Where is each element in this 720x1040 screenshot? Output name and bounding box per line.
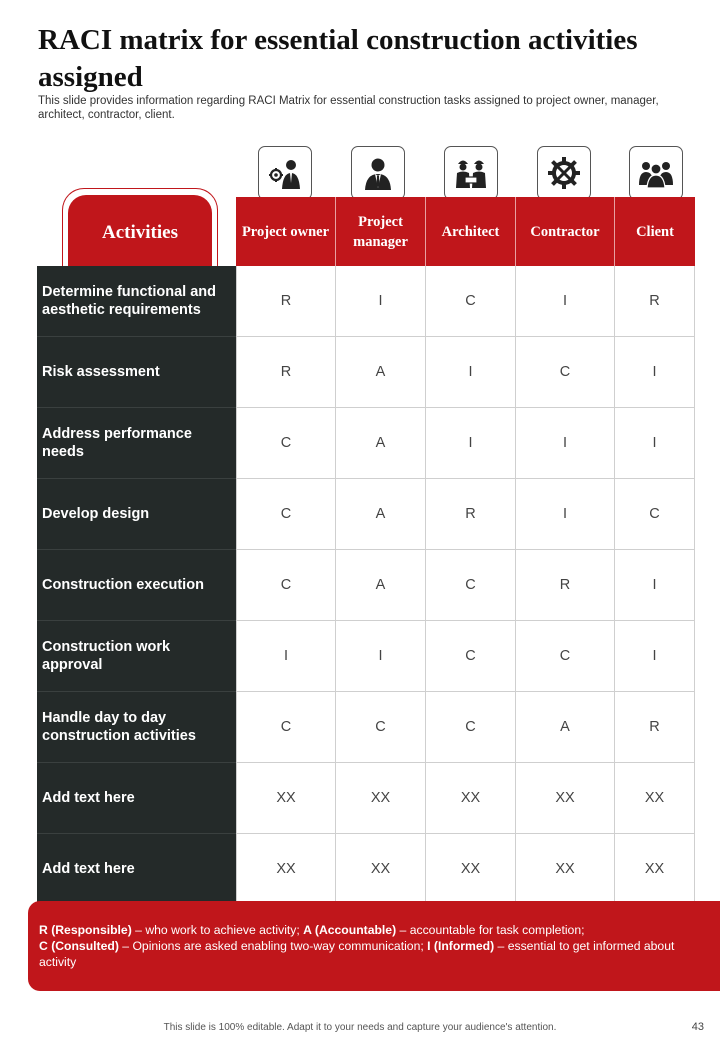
activity-label: Determine functional and aesthetic requirements — [37, 266, 236, 337]
legend-responsible-term: R (Responsible) — [39, 923, 132, 937]
footer-note: This slide is 100% editable. Adapt it to your needs and capture your audience's attention. — [163, 1022, 557, 1033]
architect-icon — [444, 146, 498, 200]
raci-cell: C — [426, 550, 516, 621]
raci-cell: C — [236, 550, 336, 621]
raci-cell: C — [236, 692, 336, 763]
raci-cell: I — [516, 266, 615, 337]
raci-cell: XX — [236, 834, 336, 905]
raci-cell: C — [615, 479, 695, 550]
raci-cell: I — [336, 621, 426, 692]
activities-header: Activities — [68, 195, 212, 270]
raci-cell: A — [336, 408, 426, 479]
raci-cell: A — [336, 550, 426, 621]
page-subtitle: This slide provides information regarding RACI Matrix for essential construction tasks assigned to project owner, manager, architect, contractor, client. — [38, 95, 659, 121]
raci-cell: C — [336, 692, 426, 763]
owner-icon — [258, 146, 312, 200]
contractor-icon — [537, 146, 591, 200]
activity-label: Risk assessment — [37, 337, 236, 408]
raci-cell: C — [426, 621, 516, 692]
raci-cell: I — [236, 621, 336, 692]
page-number: 43 — [691, 1021, 704, 1033]
raci-cell: XX — [615, 834, 695, 905]
raci-cell: XX — [336, 763, 426, 834]
activity-label: Address performance needs — [37, 408, 236, 479]
legend-accountable-term: A (Accountable) — [303, 923, 397, 937]
header-contractor: Contractor — [516, 197, 615, 266]
activity-label: Add text here — [37, 834, 236, 905]
raci-cell: I — [516, 408, 615, 479]
raci-cell: I — [516, 479, 615, 550]
raci-cell: A — [516, 692, 615, 763]
raci-cell: XX — [516, 834, 615, 905]
page-title: RACI matrix for essential construction activities assigned — [38, 24, 638, 93]
raci-cell: XX — [516, 763, 615, 834]
raci-cell: XX — [336, 834, 426, 905]
raci-cell: R — [236, 266, 336, 337]
header-architect: Architect — [426, 197, 516, 266]
raci-cell: I — [615, 408, 695, 479]
legend-responsible-desc: – who work to achieve activity; — [131, 923, 304, 937]
header-client: Client — [615, 197, 695, 266]
raci-cell: XX — [426, 763, 516, 834]
legend-box — [28, 901, 720, 991]
raci-cell: C — [516, 337, 615, 408]
raci-cell: I — [426, 408, 516, 479]
activity-label: Construction execution — [37, 550, 236, 621]
legend-consulted-desc: – Opinions are asked enabling two-way communication; — [118, 939, 428, 953]
activity-label: Construction work approval — [37, 621, 236, 692]
raci-cell: R — [615, 266, 695, 337]
raci-cell: C — [236, 479, 336, 550]
raci-cell: C — [426, 692, 516, 763]
header-project-owner: Project owner — [236, 197, 336, 266]
raci-cell: A — [336, 337, 426, 408]
raci-cell: I — [615, 550, 695, 621]
raci-cell: C — [426, 266, 516, 337]
header-project-manager: Project manager — [336, 197, 426, 266]
raci-cell: I — [336, 266, 426, 337]
raci-cell: XX — [615, 763, 695, 834]
manager-icon — [351, 146, 405, 200]
legend-consulted-term: C (Consulted) — [39, 939, 119, 953]
activity-label: Handle day to day construction activities — [37, 692, 236, 763]
activity-label: Add text here — [37, 763, 236, 834]
raci-cell: R — [615, 692, 695, 763]
raci-cell: XX — [426, 834, 516, 905]
raci-cell: C — [516, 621, 615, 692]
activity-label: Develop design — [37, 479, 236, 550]
legend-informed-term: I (Informed) — [427, 939, 495, 953]
legend-accountable-desc: – accountable for task completion; — [396, 923, 585, 937]
raci-cell: R — [426, 479, 516, 550]
raci-cell: A — [336, 479, 426, 550]
raci-cell: R — [236, 337, 336, 408]
raci-cell: I — [615, 621, 695, 692]
legend-informed-desc: – essential to get informed about activity — [39, 939, 675, 969]
raci-cell: I — [426, 337, 516, 408]
raci-cell: I — [615, 337, 695, 408]
raci-cell: XX — [236, 763, 336, 834]
client-icon — [629, 146, 683, 200]
raci-cell: R — [516, 550, 615, 621]
raci-cell: C — [236, 408, 336, 479]
